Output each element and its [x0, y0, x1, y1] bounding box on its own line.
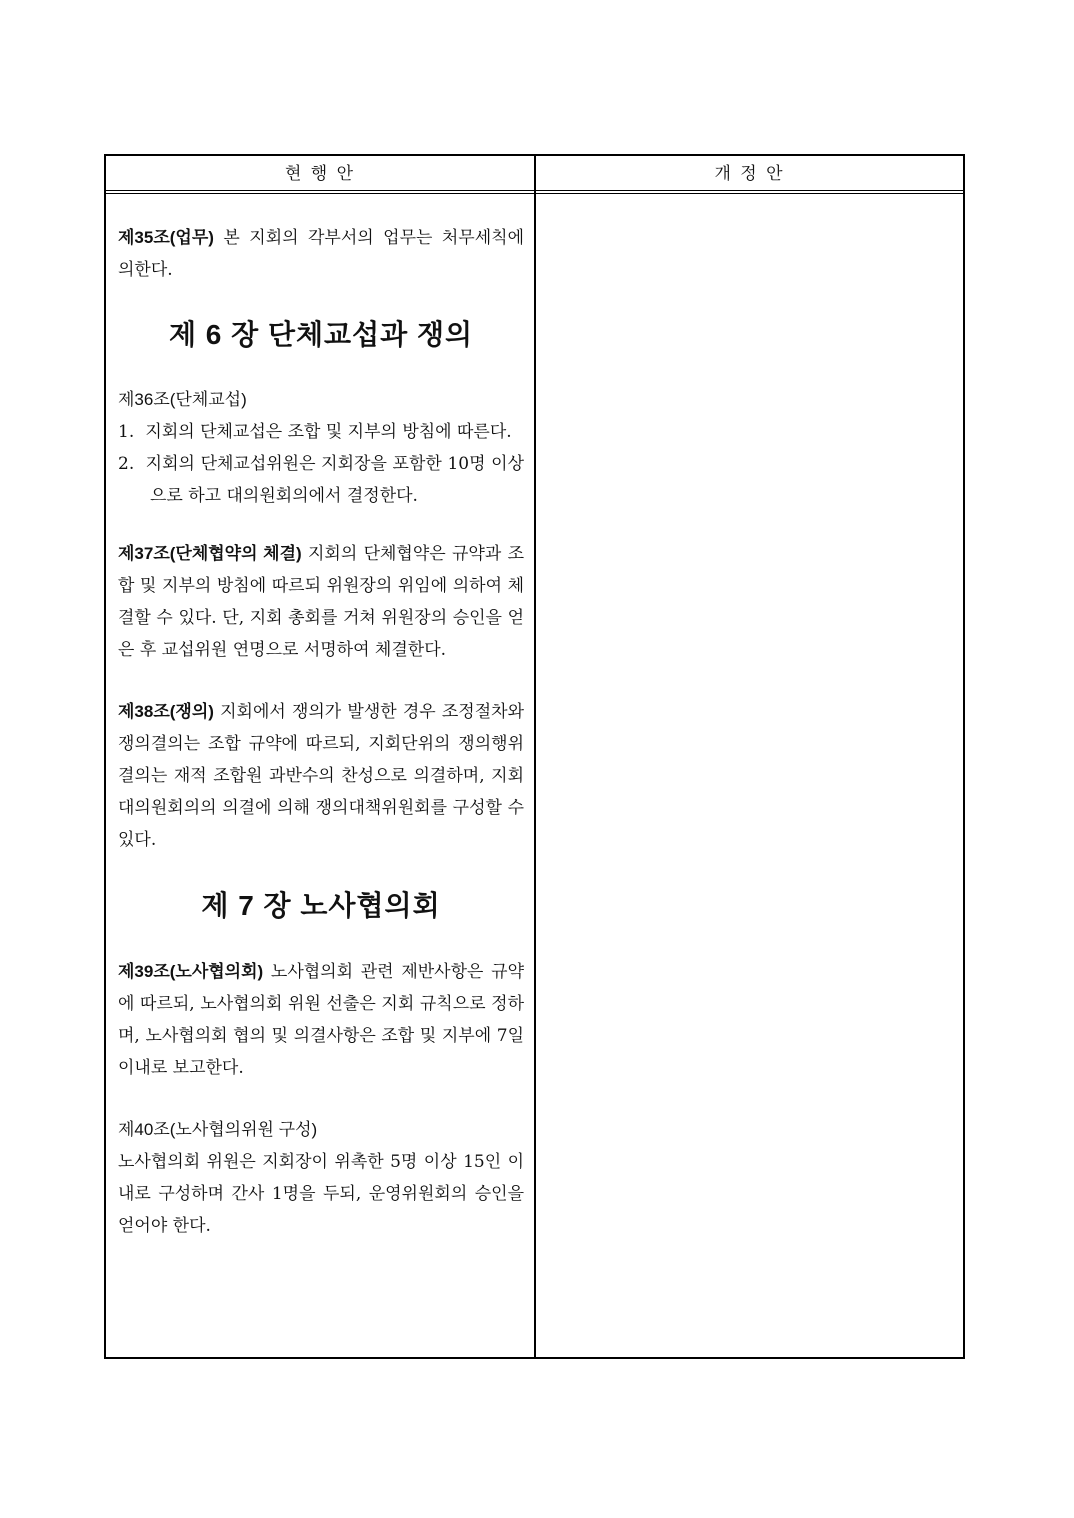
article-37-title: 제37조(단체협약의 체결) [118, 544, 302, 563]
article-35-title: 제35조(업무) [118, 228, 214, 247]
article-38-body: 지회에서 쟁의가 발생한 경우 조정절차와 쟁의결의는 조합 규약에 따르되, 지회단위의 쟁의행위 결의는 재적 조합원 과반수의 찬성으로 의결하며, 지회 대의원회의의 의결에 의해 쟁의대책위원회를 구성할 수 있다. [118, 702, 524, 850]
article-37 [118, 538, 524, 666]
article-40-title: 제40조(노사협의위원 구성) [118, 1120, 318, 1139]
article-39 [118, 956, 524, 1084]
article-38-title: 제38조(쟁의) [118, 702, 214, 721]
chapter-7-heading: 제 7 장 노사협의회 [201, 890, 441, 921]
article-40-body: 노사협의회 위원은 지회장이 위촉한 5명 이상 15인 이내로 구성하며 간사 1명을 두되, 운영위원회의 승인을 얻어야 한다. [118, 1152, 524, 1236]
current-column [118, 222, 524, 1242]
article-39-body: 노사협의회 관련 제반사항은 규약에 따르되, 노사협의회 위원 선출은 지회 규칙으로 정하며, 노사협의회 협의 및 의결사항은 조합 및 지부에 7일 이내로 보고한다. [118, 962, 524, 1078]
header-current: 현 행 안 [284, 164, 356, 184]
article-38 [118, 696, 524, 856]
list-number: 1. [118, 422, 135, 442]
chapter-6-heading: 제 6 장 단체교섭과 쟁의 [168, 319, 474, 350]
article-35 [118, 222, 524, 286]
article-37-body: 지회의 단체협약은 규약과 조합 및 지부의 방침에 따르되 위원장의 위임에 의하여 체결할 수 있다. 단, 지회 총회를 거쳐 위원장의 승인을 얻은 후 교섭위원 연명으로 서명하여 체결한다. [118, 544, 524, 660]
article-35-body: 본 지회의 각부서의 업무는 처무세칙에 의한다. [118, 228, 524, 280]
comparison-table [104, 154, 965, 1359]
column-divider [534, 156, 536, 1357]
article-36-item-2 [118, 448, 524, 512]
list-text: 지회의 단체교섭위원은 지회장을 포함한 10명 이상으로 하고 대의원회의에서 결정한다. [145, 454, 524, 506]
article-39-title: 제39조(노사협의회) [118, 962, 264, 981]
list-text: 지회의 단체교섭은 조합 및 지부의 방침에 따른다. [145, 422, 512, 442]
article-36-item-1 [118, 416, 524, 448]
article-36-title: 제36조(단체교섭) [118, 390, 247, 409]
header-revised: 개 정 안 [714, 164, 785, 184]
list-number: 2. [118, 454, 135, 474]
